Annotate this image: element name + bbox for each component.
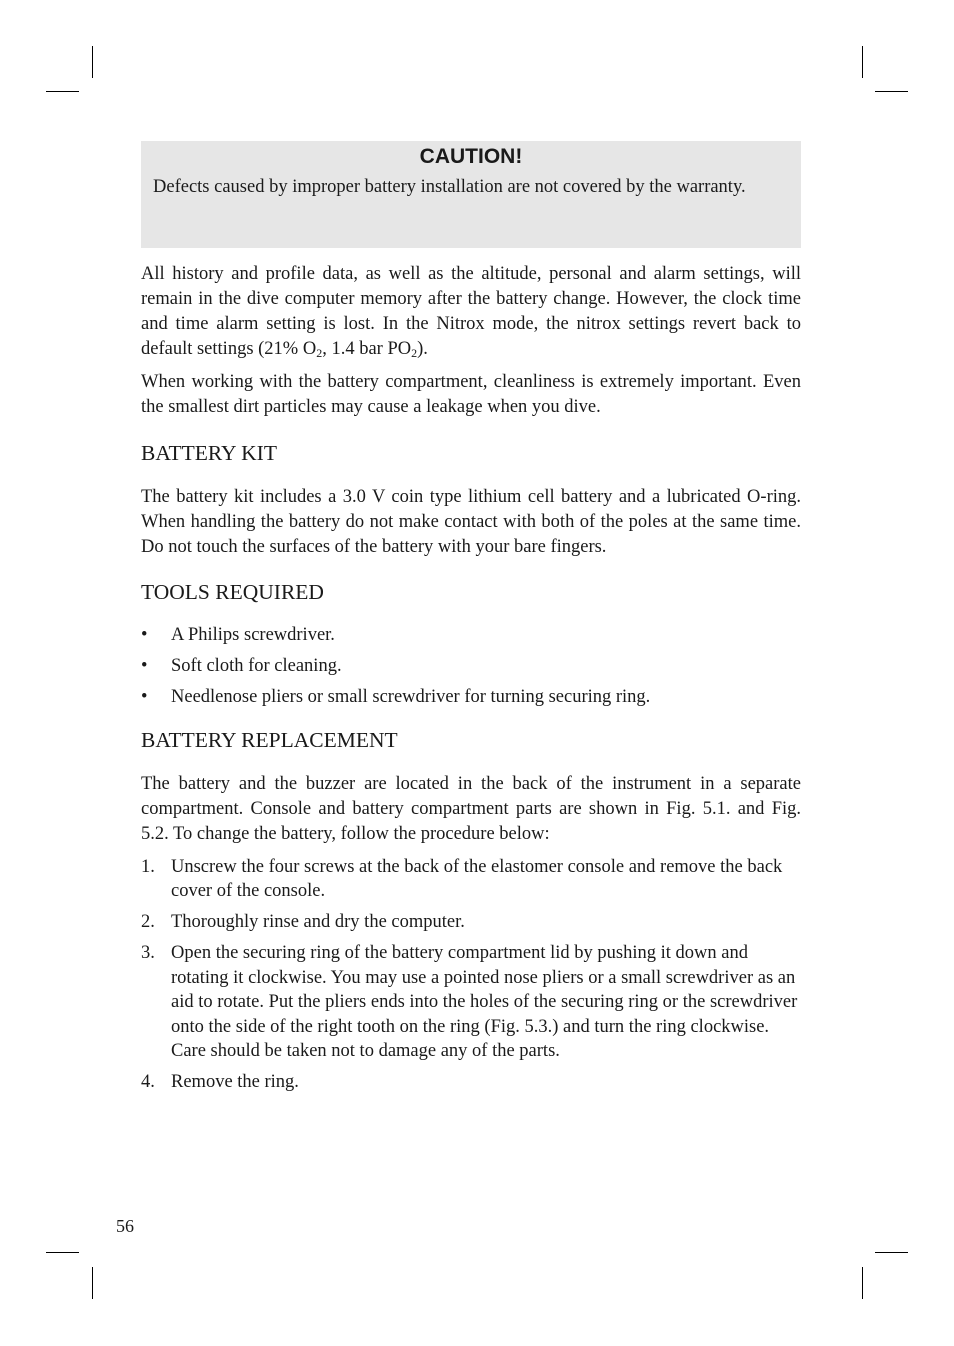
crop-mark (92, 46, 93, 78)
crop-mark (862, 1267, 863, 1299)
list-item: • A Philips screwdriver. (141, 625, 335, 645)
list-item: 4. Remove the ring. (141, 1072, 299, 1092)
crop-mark (92, 1267, 93, 1299)
crop-mark (46, 91, 79, 92)
crop-mark (875, 91, 908, 92)
list-item: 2. Thoroughly rinse and dry the computer. (141, 912, 465, 932)
caution-title: CAUTION! (419, 145, 523, 168)
crop-mark (46, 1252, 79, 1253)
list-item: 3. Open the securing ring of the battery compartment lid by pushing it down and rotating it clockwise. You may use a pointed nose pliers or a small screwdriver as an aid to rotate. Put the pliers ends into the holes of the securing ring or the screwdriver onto the side of the right tooth on the ring (Fig. 5.3.) and turn the ring clockwise. Care should be taken not to damage any of the parts. (141, 943, 798, 1061)
crop-mark (862, 46, 863, 78)
cleanliness-paragraph: When working with the battery compartment, cleanliness is extremely important. Even the smallest dirt particles may cause a leakage when you dive. (141, 372, 801, 417)
list-item: 1. Unscrew the four screws at the back of the elastomer console and remove the back cover of the console. (141, 856, 783, 901)
tools-required-heading: TOOLS REQUIRED (141, 580, 324, 604)
memory-paragraph: All history and profile data, as well as the altitude, personal and alarm settings, will remain in the dive computer memory after the battery change. However, the clock time and time alarm setting is lost. In the Nitrox mode, the nitrox settings revert back to default settings (21% $O_2$, 1.4 bar $PO_2$). (141, 264, 801, 360)
replacement-steps (141, 855, 801, 1095)
crop-mark (875, 1252, 908, 1253)
caution-text: Defects caused by improper battery installation are not covered by the warranty. (153, 177, 746, 197)
page-content (141, 141, 801, 1101)
tools-list (141, 623, 801, 710)
list-item: • Needlenose pliers or small screwdriver for turning securing ring. (141, 687, 651, 707)
battery-kit-heading: BATTERY KIT (141, 441, 277, 465)
battery-replacement-heading: BATTERY REPLACEMENT (141, 727, 398, 752)
list-item: • Soft cloth for cleaning. (141, 656, 342, 676)
page-number: 56 (116, 1216, 134, 1236)
battery-kit-paragraph: The battery kit includes a 3.0 V coin type lithium cell battery and a lubricated O-ring. When handling the battery do not make contact with both of the poles at the same time. Do not touch the surfaces of the battery with your bare fingers. (141, 487, 801, 557)
caution-box (141, 141, 801, 248)
battery-replacement-intro: The battery and the buzzer are located in the back of the instrument in a separate compartment. Console and battery compartment parts are shown in Fig. 5.1. and Fig. 5.2. To change the battery, follow the procedure below: (141, 773, 801, 844)
